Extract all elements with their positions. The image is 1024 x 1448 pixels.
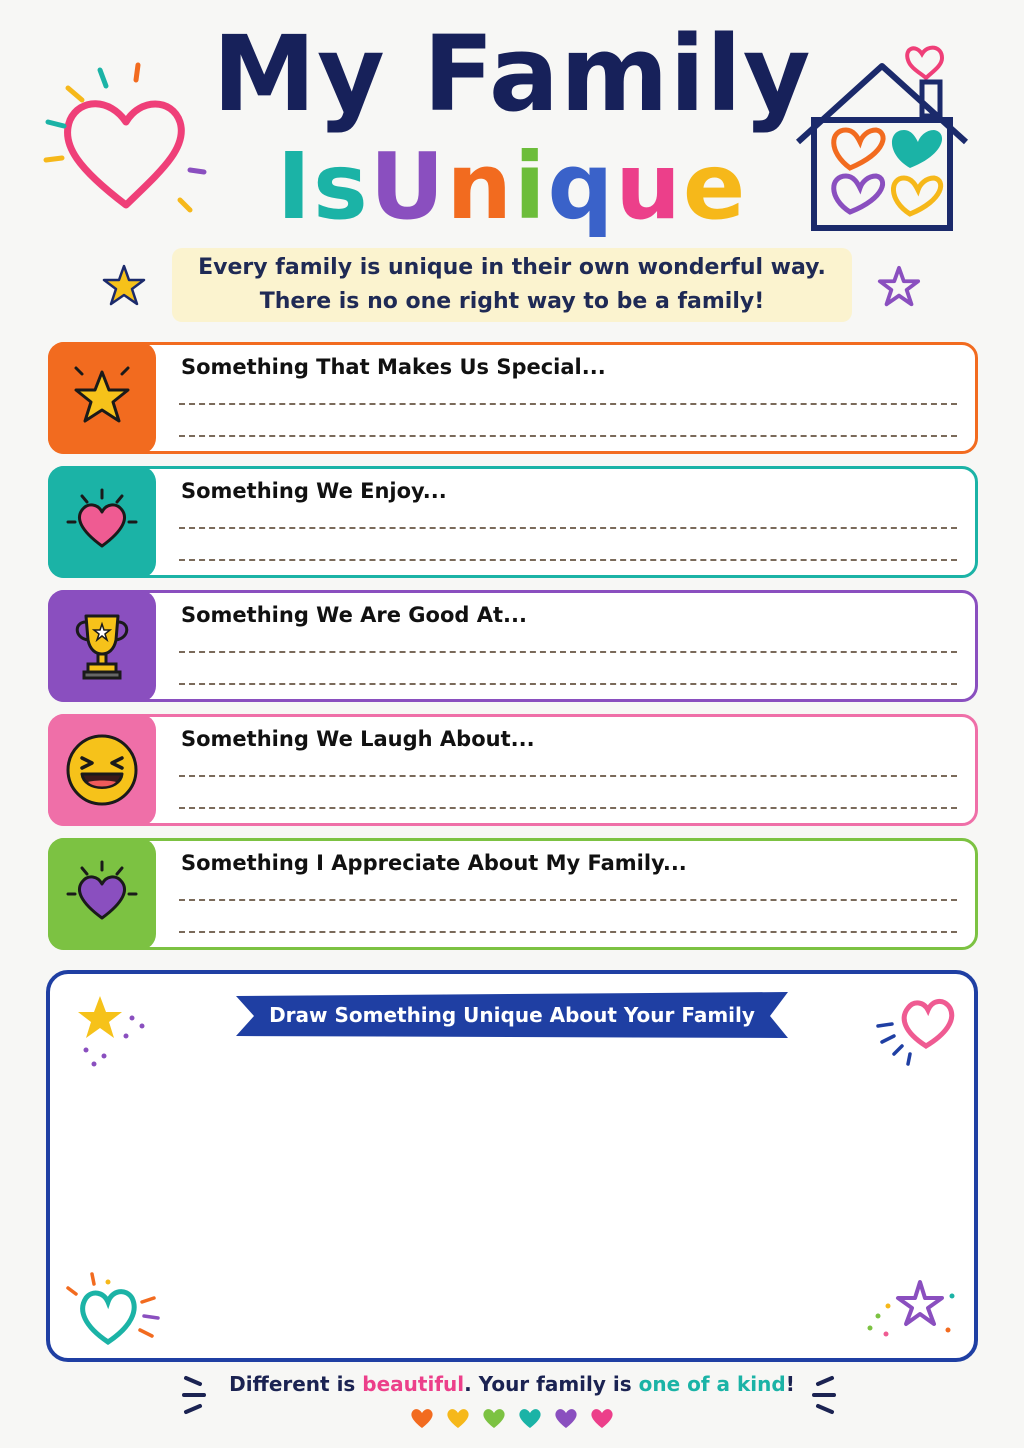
prompt-card-laugh <box>48 714 978 826</box>
heart-icon <box>517 1406 543 1430</box>
prompt-card-enjoy <box>48 466 978 578</box>
heart-icon <box>62 482 142 562</box>
heart-icon <box>445 1406 471 1430</box>
heart-icon <box>481 1406 507 1430</box>
heart-sparkle-icon <box>40 60 210 220</box>
writing-line[interactable] <box>179 651 957 653</box>
prompt-label: Something I Appreciate About My Family... <box>181 851 687 875</box>
title-letter: q <box>547 133 616 240</box>
heart-sparkle-icon <box>874 988 964 1068</box>
footer-text: Different is <box>229 1372 363 1396</box>
title-letter: e <box>682 133 748 240</box>
intro-banner <box>172 248 852 322</box>
footer-hearts <box>0 1406 1024 1430</box>
writing-line[interactable] <box>179 931 957 933</box>
prompt-label: Something We Are Good At... <box>181 603 527 627</box>
writing-line[interactable] <box>179 559 957 561</box>
heart-icon <box>409 1406 435 1430</box>
footer-tagline <box>0 1372 1024 1396</box>
draw-banner-label: Draw Something Unique About Your Family <box>269 1003 755 1027</box>
prompt-card-appreciate <box>48 838 978 950</box>
draw-banner <box>236 990 788 1040</box>
writing-line[interactable] <box>179 683 957 685</box>
prompt-icon-tile <box>48 466 156 578</box>
title-letter: n <box>446 133 514 240</box>
writing-line[interactable] <box>179 435 957 437</box>
prompt-card-special <box>48 342 978 454</box>
prompt-icon-tile <box>48 714 156 826</box>
footer-text: . Your family is <box>464 1372 639 1396</box>
star-sparkle-icon <box>70 992 160 1072</box>
writing-line[interactable] <box>179 775 957 777</box>
prompt-label: Something That Makes Us Special... <box>181 355 606 379</box>
title-letter: U <box>369 133 447 240</box>
title-letter: u <box>615 133 683 240</box>
page-title-line-1: My Family <box>212 13 812 135</box>
trophy-icon <box>62 606 142 686</box>
prompt-label: Something We Laugh About... <box>181 727 535 751</box>
title-letter: i <box>513 133 548 240</box>
star-icon <box>876 264 922 310</box>
footer-text: ! <box>785 1372 795 1396</box>
footer-text: one of a kind <box>638 1372 786 1396</box>
house-icon <box>792 34 972 234</box>
prompt-icon-tile <box>48 590 156 702</box>
heart-icon <box>553 1406 579 1430</box>
intro-line-2: There is no one right way to be a family! <box>259 289 765 314</box>
prompt-icon-tile <box>48 838 156 950</box>
intro-line-1: Every family is unique in their own wonderful way. <box>198 255 826 280</box>
heart-sparkle-icon <box>62 1268 172 1352</box>
writing-line[interactable] <box>179 403 957 405</box>
writing-line[interactable] <box>179 527 957 529</box>
writing-line[interactable] <box>179 807 957 809</box>
star-sparkle-icon <box>860 1276 960 1346</box>
heart-icon <box>589 1406 615 1430</box>
writing-line[interactable] <box>179 899 957 901</box>
prompt-icon-tile <box>48 342 156 454</box>
prompt-label: Something We Enjoy... <box>181 479 447 503</box>
footer-text: beautiful <box>362 1372 465 1396</box>
prompt-card-good-at <box>48 590 978 702</box>
star-icon <box>100 262 148 310</box>
star-icon <box>62 358 142 438</box>
title-letter: Is <box>276 133 370 240</box>
heart-icon <box>62 854 142 934</box>
laughing-face-icon <box>62 730 142 810</box>
